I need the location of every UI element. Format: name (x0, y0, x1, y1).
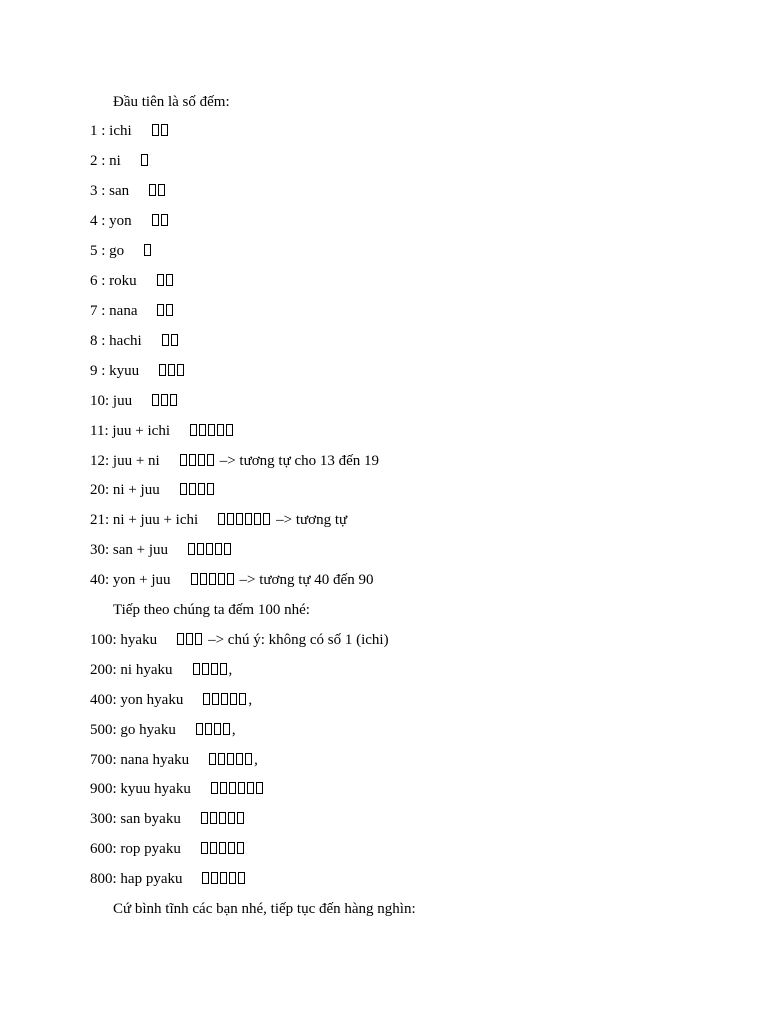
missing-glyph-box (208, 424, 215, 436)
hundred-term: 900: kyuu hyaku (90, 781, 191, 797)
hundred-kana (209, 749, 254, 771)
missing-glyph-box (152, 214, 159, 226)
missing-glyph-box (247, 782, 254, 794)
number-line (90, 569, 373, 591)
missing-glyph-box (201, 842, 208, 854)
number-note: –> tương tự cho 13 đến 19 (219, 453, 380, 469)
missing-glyph-box (170, 394, 177, 406)
missing-glyph-box (220, 663, 227, 675)
number-line (90, 210, 170, 232)
missing-glyph-box (191, 573, 198, 585)
hundred-line (90, 719, 236, 741)
missing-glyph-box (144, 244, 151, 256)
hundred-term: 400: yon hyaku (90, 692, 184, 708)
hundred-note: –> chú ý: không có số 1 (ichi) (208, 632, 389, 648)
missing-glyph-box (202, 872, 209, 884)
missing-glyph-box (229, 872, 236, 884)
missing-glyph-box (161, 214, 168, 226)
number-line (90, 120, 170, 142)
missing-glyph-box (162, 334, 169, 346)
number-term: 30: san + juu (90, 542, 169, 558)
number-line (90, 420, 235, 442)
hundred-term: 800: hap pyaku (90, 871, 183, 887)
missing-glyph-box (157, 304, 164, 316)
missing-glyph-box (238, 782, 245, 794)
missing-glyph-box (207, 483, 214, 495)
missing-glyph-box (218, 573, 225, 585)
hundred-line (90, 838, 246, 860)
missing-glyph-box (209, 753, 216, 765)
hundred-kana (202, 868, 247, 890)
missing-glyph-box (214, 723, 221, 735)
missing-glyph-box (219, 812, 226, 824)
intro-thousands-paragraph: Cứ bình tĩnh các bạn nhé, tiếp tục đến hàng nghìn: (113, 901, 416, 917)
number-kana (157, 270, 175, 292)
missing-glyph-box (227, 573, 234, 585)
hundred-line (90, 778, 265, 800)
missing-glyph-box (161, 394, 168, 406)
number-term: 8 : hachi (90, 333, 142, 349)
hundred-line (90, 689, 252, 711)
number-line (90, 390, 179, 412)
hundred-kana (201, 808, 246, 830)
missing-glyph-box (189, 483, 196, 495)
number-kana (152, 210, 170, 232)
hundred-kana (211, 778, 265, 800)
hundred-term: 600: rop pyaku (90, 841, 181, 857)
hundred-kana (193, 659, 229, 681)
missing-glyph-box (263, 513, 270, 525)
missing-glyph-box (227, 753, 234, 765)
number-term: 12: juu + ni (90, 453, 160, 469)
hundred-kana (203, 689, 248, 711)
intro-hundreds-paragraph: Tiếp theo chúng ta đếm 100 nhé: (113, 602, 310, 618)
number-line (90, 479, 216, 501)
number-term: 7 : nana (90, 303, 138, 319)
missing-glyph-box (198, 454, 205, 466)
missing-glyph-box (197, 543, 204, 555)
missing-glyph-box (220, 782, 227, 794)
missing-glyph-box (218, 753, 225, 765)
number-term: 4 : yon (90, 213, 132, 229)
missing-glyph-box (206, 543, 213, 555)
missing-glyph-box (166, 304, 173, 316)
number-kana (162, 330, 180, 352)
missing-glyph-box (152, 394, 159, 406)
hundred-term: 700: nana hyaku (90, 752, 190, 768)
missing-glyph-box (223, 723, 230, 735)
missing-glyph-box (186, 633, 193, 645)
missing-glyph-box (224, 543, 231, 555)
number-line (90, 450, 379, 472)
missing-glyph-box (245, 513, 252, 525)
missing-glyph-box (161, 124, 168, 136)
hundred-kana (177, 629, 204, 651)
missing-glyph-box (210, 842, 217, 854)
number-kana (144, 240, 153, 262)
number-term: 9 : kyuu (90, 363, 140, 379)
hundred-term: 200: ni hyaku (90, 662, 173, 678)
hundred-line (90, 749, 258, 771)
number-note: –> tương tự (276, 512, 348, 528)
missing-glyph-box (166, 274, 173, 286)
number-term: 6 : roku (90, 273, 137, 289)
number-term: 2 : ni (90, 153, 121, 169)
number-kana (188, 539, 233, 561)
missing-glyph-box (201, 812, 208, 824)
missing-glyph-box (210, 812, 217, 824)
missing-glyph-box (141, 154, 148, 166)
number-line (90, 509, 347, 531)
missing-glyph-box (203, 693, 210, 705)
hundred-term: 300: san byaku (90, 811, 181, 827)
missing-glyph-box (205, 723, 212, 735)
number-kana (218, 509, 272, 531)
number-line (90, 330, 180, 352)
number-term: 10: juu (90, 393, 133, 409)
missing-glyph-box (211, 782, 218, 794)
number-kana (191, 569, 236, 591)
hundred-note: , (254, 752, 258, 768)
missing-glyph-box (177, 364, 184, 376)
missing-glyph-box (236, 513, 243, 525)
number-kana (180, 450, 216, 472)
missing-glyph-box (219, 842, 226, 854)
number-term: 5 : go (90, 243, 125, 259)
missing-glyph-box (152, 124, 159, 136)
missing-glyph-box (229, 782, 236, 794)
missing-glyph-box (158, 184, 165, 196)
missing-glyph-box (245, 753, 252, 765)
missing-glyph-box (215, 543, 222, 555)
hundred-line (90, 808, 246, 830)
missing-glyph-box (198, 483, 205, 495)
hundred-note: , (248, 692, 253, 708)
missing-glyph-box (195, 633, 202, 645)
number-kana (152, 390, 179, 412)
missing-glyph-box (218, 513, 225, 525)
number-kana (157, 300, 175, 322)
hundred-note: , (231, 722, 236, 738)
hundred-line (90, 868, 247, 890)
missing-glyph-box (159, 364, 166, 376)
missing-glyph-box (180, 454, 187, 466)
missing-glyph-box (228, 812, 235, 824)
missing-glyph-box (256, 782, 263, 794)
missing-glyph-box (190, 424, 197, 436)
number-term: 3 : san (90, 183, 130, 199)
missing-glyph-box (238, 872, 245, 884)
missing-glyph-box (211, 872, 218, 884)
number-line (90, 360, 186, 382)
hundred-kana (201, 838, 246, 860)
number-line (90, 180, 167, 202)
missing-glyph-box (239, 693, 246, 705)
intro-counting-paragraph: Đầu tiên là số đếm: (113, 94, 230, 110)
hundred-term: 500: go hyaku (90, 722, 176, 738)
missing-glyph-box (211, 663, 218, 675)
missing-glyph-box (188, 543, 195, 555)
missing-glyph-box (228, 842, 235, 854)
missing-glyph-box (193, 663, 200, 675)
hundred-kana (196, 719, 232, 741)
number-kana (152, 120, 170, 142)
missing-glyph-box (209, 573, 216, 585)
missing-glyph-box (254, 513, 261, 525)
missing-glyph-box (168, 364, 175, 376)
missing-glyph-box (217, 424, 224, 436)
missing-glyph-box (196, 723, 203, 735)
missing-glyph-box (200, 573, 207, 585)
number-line (90, 150, 150, 172)
number-line (90, 240, 153, 262)
hundred-note: , (228, 662, 233, 678)
missing-glyph-box (236, 753, 243, 765)
number-kana (149, 180, 167, 202)
number-term: 20: ni + juu (90, 482, 160, 498)
number-term: 21: ni + juu + ichi (90, 512, 199, 528)
hundred-term: 100: hyaku (90, 632, 158, 648)
number-term: 1 : ichi (90, 123, 132, 139)
missing-glyph-box (237, 842, 244, 854)
missing-glyph-box (220, 872, 227, 884)
missing-glyph-box (157, 274, 164, 286)
missing-glyph-box (227, 513, 234, 525)
hundred-line (90, 629, 389, 651)
number-kana (159, 360, 186, 382)
missing-glyph-box (189, 454, 196, 466)
number-kana (180, 479, 216, 501)
missing-glyph-box (199, 424, 206, 436)
missing-glyph-box (212, 693, 219, 705)
number-term: 40: yon + juu (90, 572, 171, 588)
number-line (90, 270, 175, 292)
missing-glyph-box (221, 693, 228, 705)
number-term: 11: juu + ichi (90, 423, 170, 439)
missing-glyph-box (226, 424, 233, 436)
number-line (90, 300, 175, 322)
number-kana (141, 150, 150, 172)
missing-glyph-box (180, 483, 187, 495)
missing-glyph-box (177, 633, 184, 645)
missing-glyph-box (171, 334, 178, 346)
missing-glyph-box (149, 184, 156, 196)
missing-glyph-box (202, 663, 209, 675)
hundred-line (90, 659, 232, 681)
number-line (90, 539, 233, 561)
missing-glyph-box (230, 693, 237, 705)
number-note: –> tương tự 40 đến 90 (239, 572, 374, 588)
missing-glyph-box (237, 812, 244, 824)
number-kana (190, 420, 235, 442)
missing-glyph-box (207, 454, 214, 466)
